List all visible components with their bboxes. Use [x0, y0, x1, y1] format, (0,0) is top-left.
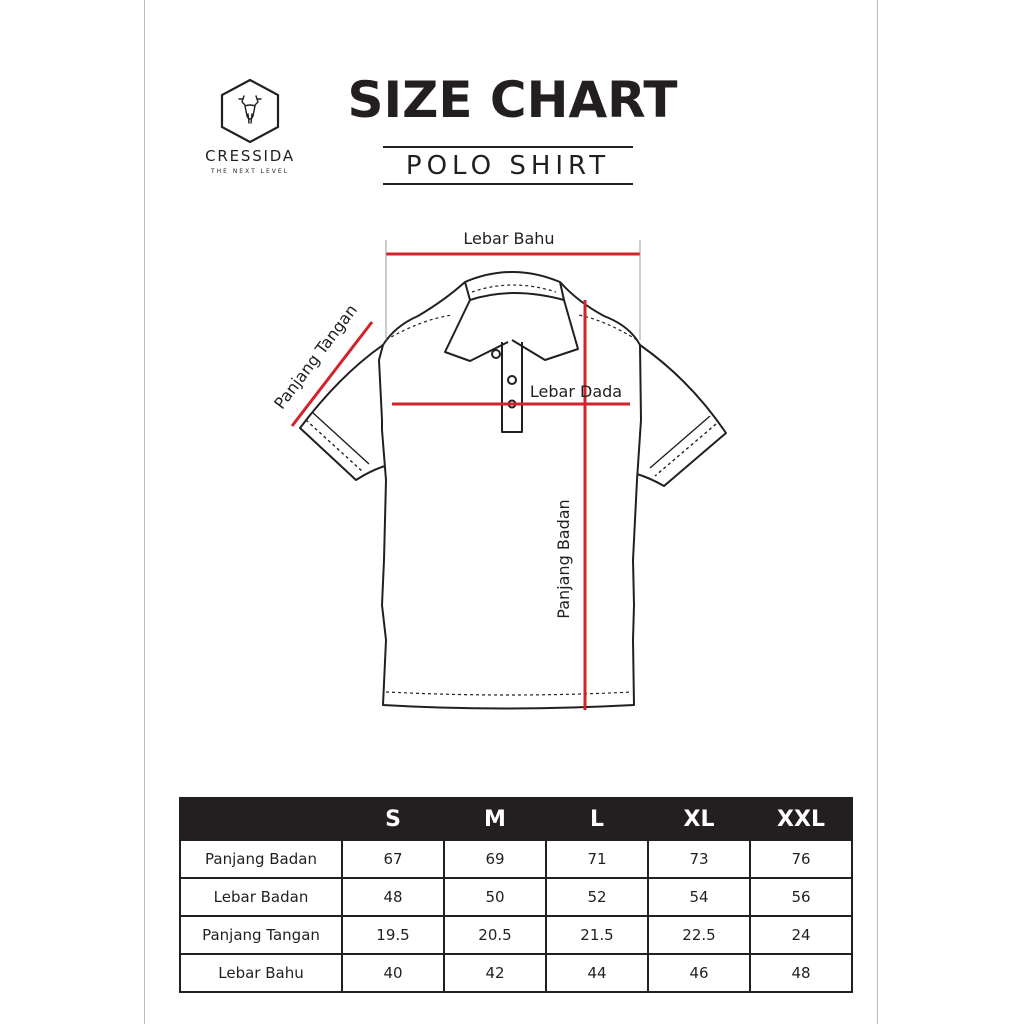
row-label: Panjang Tangan — [180, 916, 342, 954]
column-header-xxl: XXL — [750, 798, 852, 840]
table-row — [180, 878, 852, 916]
sleeve-length-label: Panjang Tangan — [270, 300, 362, 413]
page-subtitle: POLO SHIRT — [405, 151, 611, 181]
brand-tagline: THE NEXT LEVEL — [210, 168, 290, 175]
table-cell: 20.5 — [444, 916, 546, 954]
table-cell: 22.5 — [648, 916, 750, 954]
table-header-corner — [180, 798, 342, 840]
table-cell: 73 — [648, 840, 750, 878]
column-header-xl: XL — [648, 798, 750, 840]
table-cell: 48 — [750, 954, 852, 992]
row-label: Panjang Badan — [180, 840, 342, 878]
table-cell: 67 — [342, 840, 444, 878]
table-cell: 52 — [546, 878, 648, 916]
table-cell: 54 — [648, 878, 750, 916]
table-row — [180, 916, 852, 954]
table-cell: 69 — [444, 840, 546, 878]
column-header-m: M — [444, 798, 546, 840]
column-header-l: L — [546, 798, 648, 840]
shoulder-width-label: Lebar Bahu — [463, 229, 555, 248]
table-cell: 21.5 — [546, 916, 648, 954]
page-title: SIZE CHART — [347, 71, 678, 129]
brand-name: CRESSIDA — [205, 147, 295, 165]
row-label: Lebar Bahu — [180, 954, 342, 992]
table-cell: 44 — [546, 954, 648, 992]
table-cell: 48 — [342, 878, 444, 916]
table-cell: 56 — [750, 878, 852, 916]
table-cell: 42 — [444, 954, 546, 992]
table-cell: 76 — [750, 840, 852, 878]
table-cell: 71 — [546, 840, 648, 878]
row-label: Lebar Badan — [180, 878, 342, 916]
body-length-label: Panjang Badan — [554, 499, 573, 619]
table-row — [180, 840, 852, 878]
table-cell: 19.5 — [342, 916, 444, 954]
table-cell: 40 — [342, 954, 444, 992]
chest-width-label: Lebar Dada — [529, 382, 623, 401]
size-table-container — [179, 797, 853, 993]
table-cell: 46 — [648, 954, 750, 992]
size-table — [179, 797, 853, 993]
column-header-s: S — [342, 798, 444, 840]
shirt-outline — [300, 272, 726, 709]
table-cell: 50 — [444, 878, 546, 916]
table-row — [180, 954, 852, 992]
table-header-row — [180, 798, 852, 840]
table-cell: 24 — [750, 916, 852, 954]
